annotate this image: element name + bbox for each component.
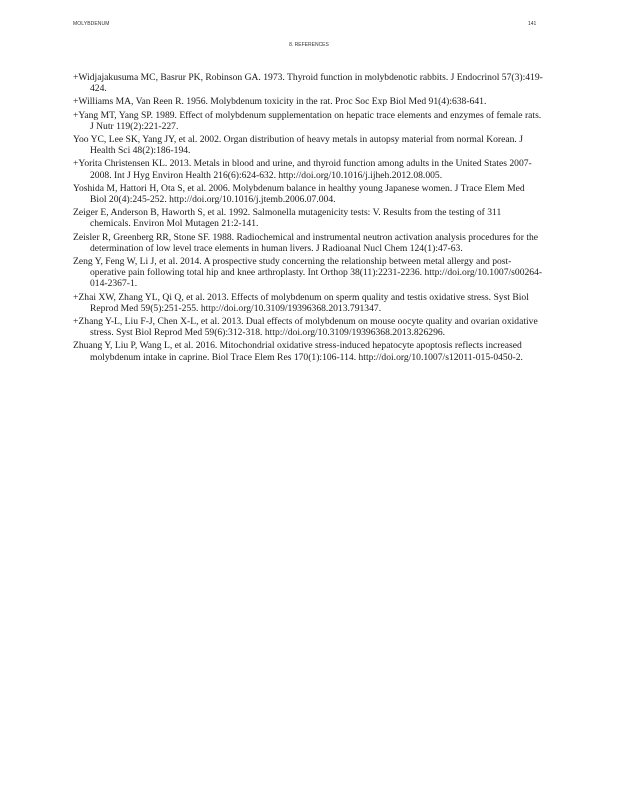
reference-entry: +Yang MT, Yang SP. 1989. Effect of molybdenum supplementation on hepatic trace elements and enzymes of female rats. J Nutr 119(2):221-227. bbox=[73, 109, 542, 132]
reference-entry: Zhuang Y, Liu P, Wang L, et al. 2016. Mitochondrial oxidative stress-induced hepatocyte apoptosis reflects increased molybdenum intake in caprine. Biol Trace Elem Res 170(1):106-114. http://doi.org/10.1007/s12011-015-0450-2. bbox=[73, 340, 523, 363]
reference-entry: Zeisler R, Greenberg RR, Stone SF. 1988. Radiochemical and instrumental neutron activation analysis procedures for the determination of low level trace elements in human livers. J Radioanal Nucl Chem 124(1):47-63. bbox=[73, 231, 539, 254]
reference-entry: Zeiger E, Anderson B, Haworth S, et al. 1992. Salmonella mutagenicity tests: V. Results from the testing of 311 chemicals. Environ Mol Mutagen 21:2-141. bbox=[73, 207, 502, 230]
reference-entry: Yoshida M, Hattori H, Ota S, et al. 2006. Molybdenum balance in healthy young Japanese women. J Trace Elem Med Biol 20(4):245-252. http://doi.org/10.1016/j.jtemb.2006.07.004. bbox=[73, 182, 525, 206]
reference-entry: Yoo YC, Lee SK, Yang JY, et al. 2002. Organ distribution of heavy metals in autopsy material from normal Korean. J Health Sci 48(2):186-194. bbox=[73, 134, 523, 157]
reference-entry: +Zhai XW, Zhang YL, Qi Q, et al. 2013. Effects of molybdenum on sperm quality and testis oxidative stress. Syst Biol Reprod Med 59(5):251-255. http://doi.org/10.3109/19396368.2013.791347. bbox=[73, 291, 529, 314]
reference-list bbox=[73, 72, 543, 365]
reference-entry: +Yorita Christensen KL. 2013. Metals in blood and urine, and thyroid function among adults in the United States 2007-2008. Int J Hyg Environ Health 216(6):624-632. http://doi.org/10.1016/j.ijheh.2012.08.005. bbox=[73, 158, 532, 181]
reference-entry: +Widjajakusuma MC, Basrur PK, Robinson GA. 1973. Thyroid function in molybdenotic rabbits. J Endocrinol 57(3):419-424. bbox=[73, 72, 543, 95]
page-number: 141 bbox=[528, 21, 537, 27]
reference-entry: Zeng Y, Feng W, Li J, et al. 2014. A prospective study concerning the relationship between metal allergy and post-operative pain following total hip and knee arthroplasty. Int Orthop 38(11):2231-2236. http://doi.org/10.1007/s00264-014-2367-1. bbox=[73, 256, 543, 290]
section-title: 8. REFERENCES bbox=[289, 42, 329, 48]
reference-entry: +Zhang Y-L, Liu F-J, Chen X-L, et al. 2013. Dual effects of molybdenum on mouse oocyte quality and ovarian oxidative stress. Syst Biol Reprod Med 59(6):312-318. http://doi.org/10.3109/19396368.2013.826296. bbox=[73, 316, 538, 339]
reference-entry: +Williams MA, Van Reen R. 1956. Molybdenum toxicity in the rat. Proc Soc Exp Biol Med 91(4):638-641. bbox=[73, 96, 487, 108]
running-header-title: MOLYBDENUM bbox=[73, 21, 110, 27]
